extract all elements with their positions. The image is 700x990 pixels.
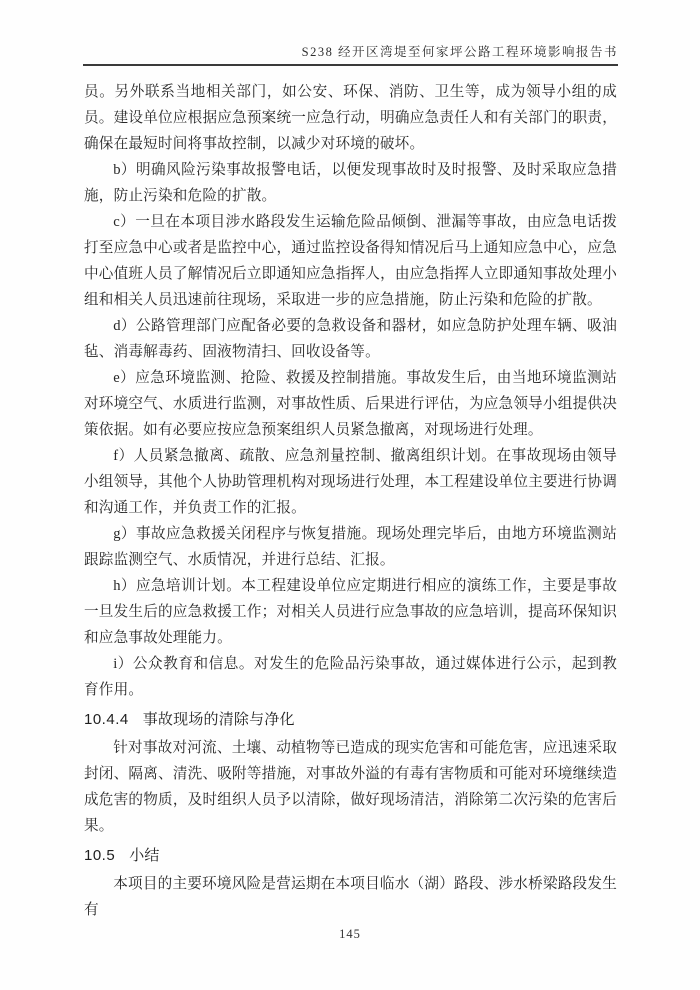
paragraph-summary: 本项目的主要环境风险是营运期在本项目临水（湖）路段、涉水桥梁路段发生有	[84, 876, 617, 918]
section-title: 事故现场的清除与净化	[142, 711, 295, 728]
list-item-e: e）应急环境监测、抢险、救援及控制措施。事故发生后，由当地环境监测站对环境空气、水质进行监测，对事故性质、后果进行评估，为应急领导小组提供决策依据。如有必要应按应急预案组织人员紧急撤离，对现场进行处理。	[84, 370, 617, 438]
section-title: 小结	[129, 847, 160, 864]
page-number: 145	[339, 927, 361, 941]
section-number: 10.5	[84, 847, 116, 864]
page-body-text	[84, 79, 617, 923]
page-footer	[0, 927, 700, 942]
list-item-g: g）事故应急救援关闭程序与恢复措施。现场处理完毕后，由地方环境监测站跟踪监测空气、水质情况，并进行总结、汇报。	[84, 526, 617, 568]
section-number: 10.4.4	[84, 711, 129, 728]
section-heading-10-5	[84, 844, 617, 868]
list-item-f: f）人员紧急撤离、疏散、应急剂量控制、撤离组织计划。在事故现场由领导小组领导，其他个人协助管理机构对现场进行处理，本工程建设单位主要进行协调和沟通工作，并负责工作的汇报。	[84, 448, 617, 516]
paragraph-continuation: 员。另外联系当地相关部门，如公安、环保、消防、卫生等，成为领导小组的成员。建设单位应根据应急预案统一应急行动，明确应急责任人和有关部门的职责，确保在最短时间将事故控制，以减少对环境的破坏。	[84, 84, 617, 152]
running-header-title: S238 经开区湾堤至何家坪公路工程环境影响报告书	[301, 45, 618, 59]
list-item-b: b）明确风险污染事故报警电话，以便发现事故时及时报警、及时采取应急措施，防止污染和危险的扩散。	[84, 162, 617, 204]
list-item-h: h）应急培训计划。本工程建设单位应定期进行相应的演练工作，主要是事故一旦发生后的应急救援工作；对相关人员进行应急事故的应急培训，提高环保知识和应急事故处理能力。	[84, 578, 617, 646]
paragraph-cleanup: 针对事故对河流、土壤、动植物等已造成的现实危害和可能危害，应迅速采取封闭、隔离、清洗、吸附等措施，对事故外溢的有毒有害物质和可能对环境继续造成危害的物质，及时组织人员予以清除，做好现场清洁，消除第二次污染的危害后果。	[84, 740, 617, 834]
section-heading-10-4-4	[84, 708, 617, 732]
list-item-i: i）公众教育和信息。对发生的危险品污染事故，通过媒体进行公示，起到教育作用。	[84, 656, 617, 698]
list-item-c: c）一旦在本项目涉水路段发生运输危险品倾倒、泄漏等事故，由应急电话拨打至应急中心或者是监控中心，通过监控设备得知情况后马上通知应急中心，应急中心值班人员了解情况后立即通知应急指挥人，由应急指挥人立即通知事故处理小组和相关人员迅速前往现场，采取进一步的应急措施，防止污染和危险的扩散。	[84, 214, 617, 308]
list-item-d: d）公路管理部门应配备必要的急救设备和器材，如应急防护处理车辆、吸油毡、消毒解毒药、固液物清扫、回收设备等。	[84, 318, 617, 360]
running-header	[83, 42, 618, 66]
